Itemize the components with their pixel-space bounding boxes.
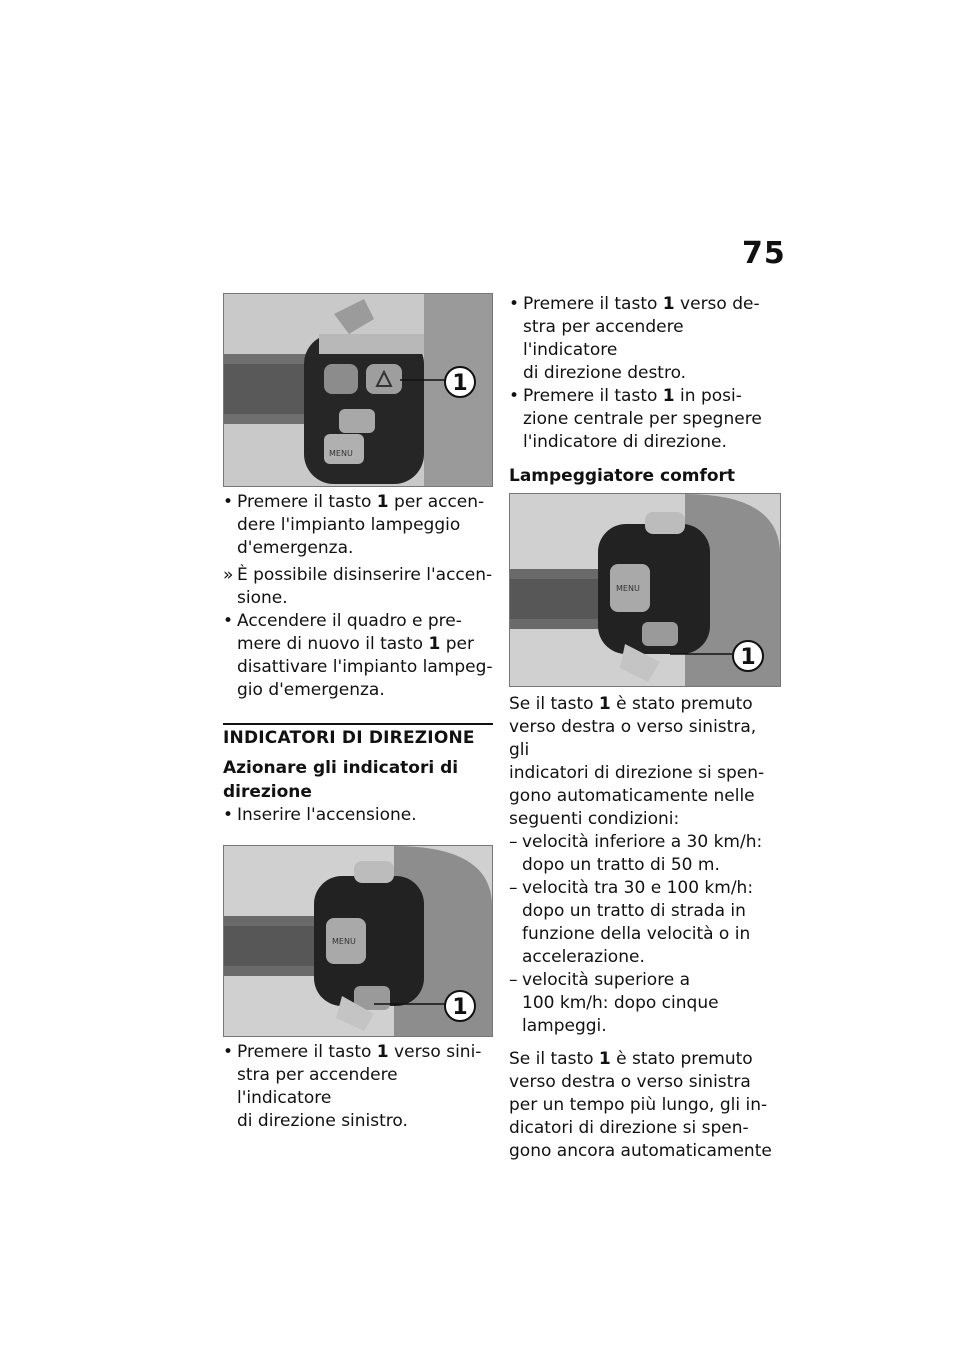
- left-column: [223, 293, 493, 1133]
- list-item: [223, 1041, 493, 1133]
- bullet-mark: •: [223, 611, 234, 631]
- turn-indicator-step: [223, 804, 493, 827]
- list-item: [223, 564, 493, 610]
- item-text: Inserire l'accensione.: [237, 805, 417, 825]
- para-text: Se il tasto: [509, 694, 599, 714]
- item-text: velocità superiore a 100 km/h: dopo cinque lampeggi.: [522, 970, 719, 1036]
- dash-mark: –: [509, 832, 518, 852]
- list-item: [509, 293, 779, 385]
- dash-mark: –: [509, 878, 518, 898]
- para-text: è stato premuto verso destra o verso sinistra, gli indicatori di direzione si spen- gono automaticamente nelle seguenti condizioni:: [509, 694, 765, 829]
- list-item: [509, 969, 779, 1038]
- handlebar-photo-hazard: [223, 293, 493, 487]
- item-text: per disattivare l'impianto lampeg- gio d'emergenza.: [237, 634, 493, 700]
- list-item: [509, 831, 779, 877]
- item-text: velocità tra 30 e 100 km/h: dopo un tratto di strada in funzione della velocità o in accelerazione.: [522, 878, 754, 967]
- item-text: Premere il tasto: [523, 294, 663, 314]
- item-text: Premere il tasto: [237, 492, 377, 512]
- menu-label: MENU: [616, 584, 640, 593]
- turn-left-instructions: [223, 1041, 493, 1133]
- item-text: in posi- zione centrale per spegnere l'indicatore di direzione.: [523, 386, 762, 452]
- item-number: 1: [376, 1042, 389, 1062]
- comfort-description: [509, 693, 779, 1163]
- turn-switch-illustration: [224, 846, 492, 1036]
- comfort-switch-illustration: [510, 494, 780, 686]
- figure2-callout: 1: [452, 995, 468, 1020]
- item-number: 1: [598, 1049, 611, 1069]
- list-item: [223, 491, 493, 560]
- subsection-title: Lampeggiatore comfort: [509, 466, 736, 486]
- item-text: per accen- dere l'impianto lampeggio d'emergenza.: [237, 492, 485, 558]
- dash-mark: –: [509, 970, 518, 990]
- item-number: 1: [376, 492, 389, 512]
- result-mark: »: [223, 565, 234, 585]
- item-number: 1: [662, 294, 675, 314]
- turn-right-instructions: [509, 293, 779, 454]
- section-title: INDICATORI DI DIREZIONE: [223, 723, 493, 750]
- right-column: [509, 293, 779, 1163]
- paragraph: [509, 693, 779, 831]
- item-text: Accendere il quadro e pre- mere di nuovo il tasto: [237, 611, 462, 654]
- item-text: verso de- stra per accendere l'indicatore di direzione destro.: [523, 294, 760, 383]
- item-number: 1: [598, 694, 611, 714]
- page-number: 75: [742, 236, 786, 271]
- bullet-mark: •: [223, 1042, 234, 1062]
- para-text: è stato premuto verso destra o verso sinistra per un tempo più lungo, gli in- dicatori di direzione si spen- gono ancora automaticamente: [509, 1049, 772, 1161]
- hazard-instructions: [223, 491, 493, 702]
- figure1-callout: 1: [452, 371, 468, 396]
- item-number: 1: [662, 386, 675, 406]
- bullet-mark: •: [223, 492, 234, 512]
- bullet-mark: •: [509, 386, 520, 406]
- bullet-mark: •: [223, 805, 234, 825]
- handlebar-photo-turn-left: [223, 845, 493, 1037]
- menu-label: MENU: [329, 449, 353, 458]
- item-text: verso sini- stra per accendere l'indicatore di direzione sinistro.: [237, 1042, 482, 1131]
- item-number: 1: [428, 634, 441, 654]
- bullet-mark: •: [509, 294, 520, 314]
- list-item: [223, 610, 493, 702]
- list-item: [509, 877, 779, 969]
- figure3-callout: 1: [740, 645, 756, 670]
- para-text: Se il tasto: [509, 1049, 599, 1069]
- item-text: È possibile disinserire l'accen- sione.: [237, 565, 493, 608]
- handlebar-photo-comfort: [509, 493, 781, 687]
- item-text: velocità inferiore a 30 km/h: dopo un tratto di 50 m.: [522, 832, 763, 875]
- item-text: Premere il tasto: [237, 1042, 377, 1062]
- paragraph: [509, 1048, 779, 1163]
- list-item: [509, 385, 779, 454]
- hazard-switch-illustration: [224, 294, 492, 486]
- menu-label: MENU: [332, 937, 356, 946]
- item-text: Premere il tasto: [523, 386, 663, 406]
- subsection-title: Azionare gli indicatori di direzione: [223, 758, 459, 802]
- list-item: [223, 804, 493, 827]
